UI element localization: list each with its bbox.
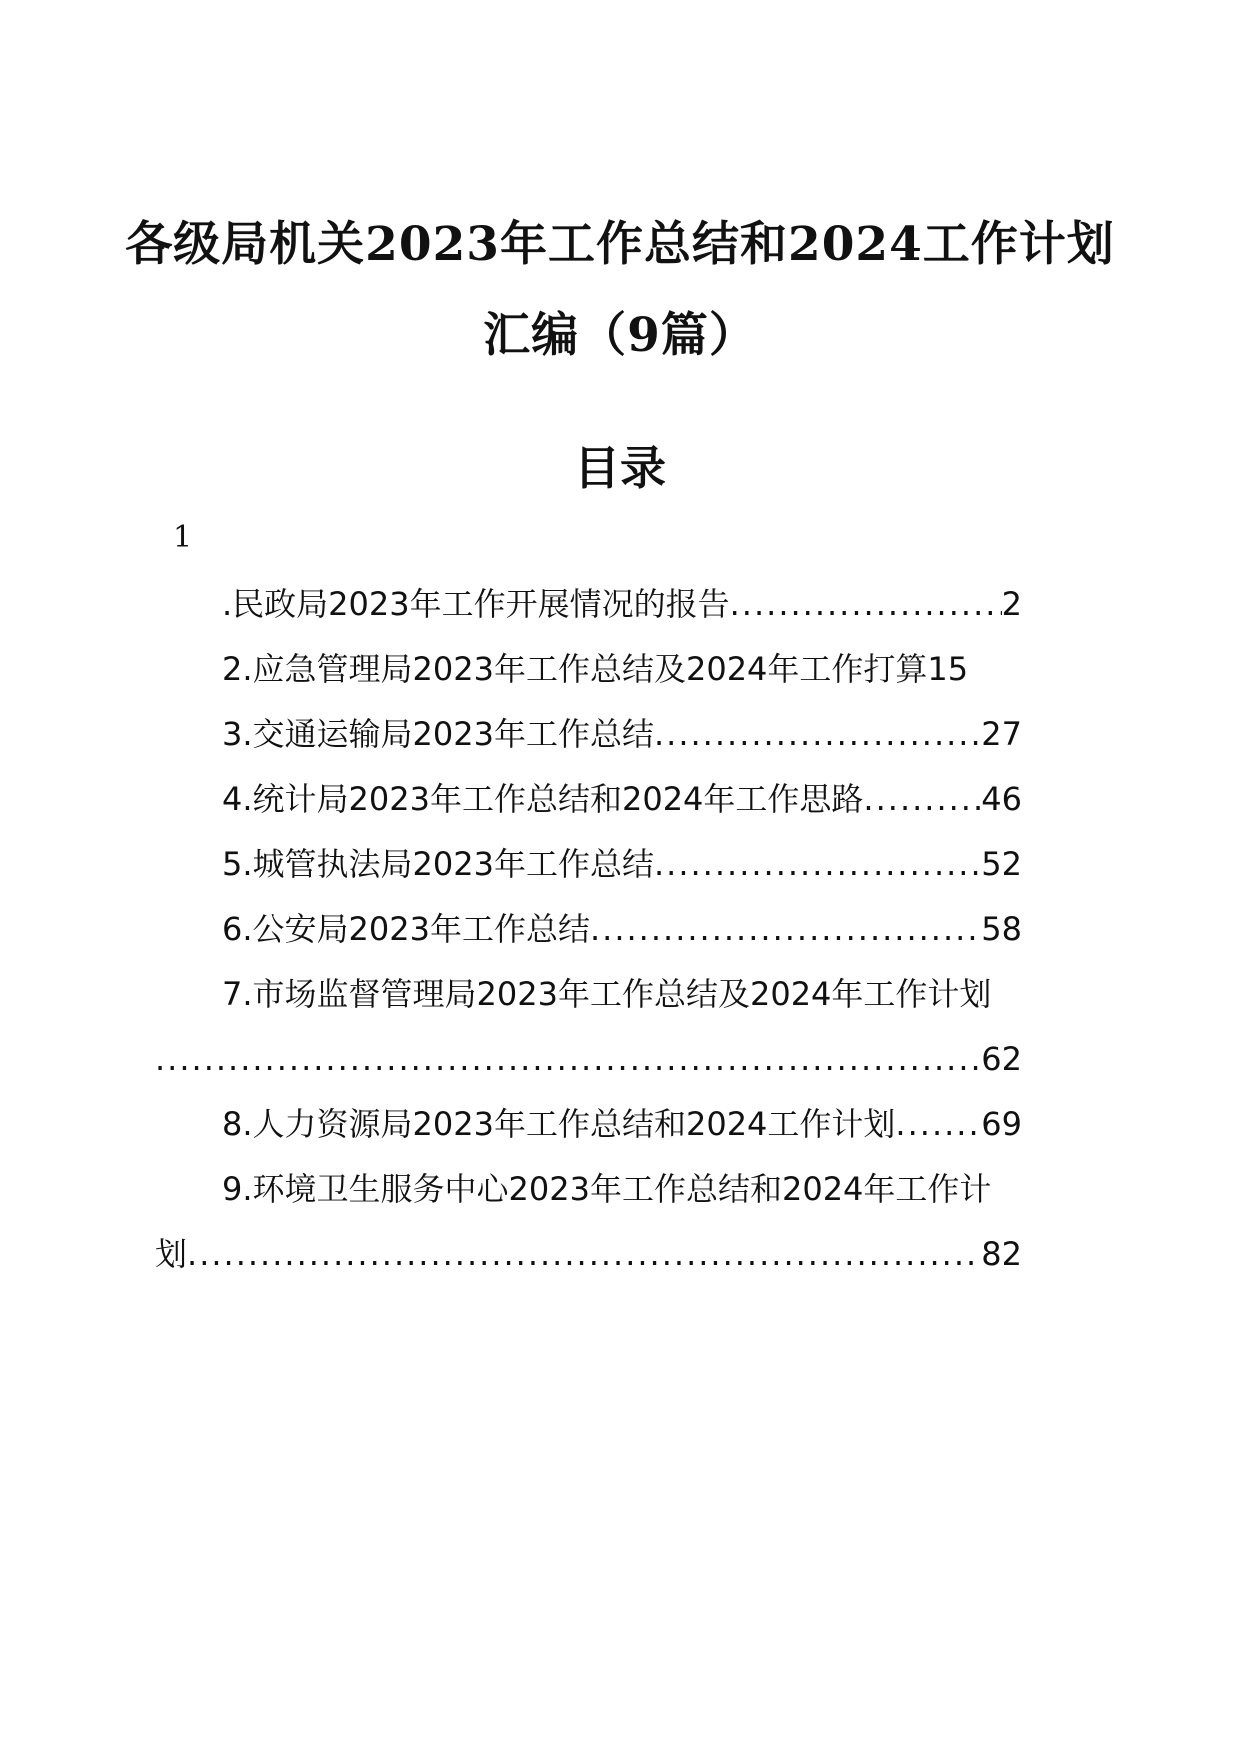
toc-entry[interactable] bbox=[222, 582, 1022, 626]
toc-leader-dots bbox=[155, 1037, 981, 1081]
toc-leader-dots bbox=[590, 907, 981, 951]
toc-entry[interactable] bbox=[222, 777, 1022, 821]
toc-entry-page: 82 bbox=[981, 1235, 1022, 1273]
toc-entry-title: 5.城管执法局2023年工作总结 bbox=[222, 845, 654, 883]
toc-entry-title: 6.公安局2023年工作总结 bbox=[222, 910, 590, 948]
toc-entry-title: 4.统计局2023年工作总结和2024年工作思路 bbox=[222, 780, 864, 818]
toc-entry-title: 2.应急管理局2023年工作总结及2024年工作打算15 bbox=[222, 650, 969, 688]
toc-heading: 目录 bbox=[574, 441, 666, 495]
toc-entry-title: 8.人力资源局2023年工作总结和2024工作计划 bbox=[222, 1105, 896, 1143]
toc-entry-page: 58 bbox=[981, 910, 1022, 948]
toc-leader-dots bbox=[654, 712, 981, 756]
toc-leader-dots bbox=[895, 1102, 981, 1146]
document-title-line-2: 汇编（9篇） bbox=[483, 308, 757, 363]
toc-entry-page: 27 bbox=[981, 715, 1022, 753]
toc-entry-title: 7.市场监督管理局2023年工作总结及2024年工作计划 bbox=[222, 975, 992, 1013]
toc-entry-page: 2 bbox=[1001, 585, 1022, 623]
toc-entry-page: 62 bbox=[981, 1040, 1022, 1078]
toc-entry[interactable] bbox=[222, 647, 968, 691]
toc-leader-dots bbox=[863, 777, 981, 821]
toc-leader-dots bbox=[730, 582, 1002, 626]
document-title-line-1: 各级局机关2023年工作总结和2024工作计划 bbox=[125, 217, 1115, 272]
toc-entry-continuation[interactable] bbox=[155, 1037, 1022, 1081]
toc-entry-page: 69 bbox=[981, 1105, 1022, 1143]
toc-leader-dots bbox=[654, 842, 981, 886]
toc-entry[interactable] bbox=[222, 907, 1022, 951]
toc-entry[interactable] bbox=[222, 712, 1022, 756]
toc-leader-dots bbox=[187, 1232, 981, 1276]
toc-entry-title: .民政局2023年工作开展情况的报告 bbox=[222, 585, 730, 623]
toc-entry[interactable] bbox=[222, 1167, 991, 1211]
toc-entry-page: 52 bbox=[981, 845, 1022, 883]
page-number-marker: 1 bbox=[173, 520, 193, 555]
toc-entry-title: 3.交通运输局2023年工作总结 bbox=[222, 715, 654, 753]
toc-entry-title-continued: 划 bbox=[155, 1235, 188, 1273]
toc-entry[interactable] bbox=[222, 842, 1022, 886]
toc-entry[interactable] bbox=[222, 972, 991, 1016]
toc-entry-continuation[interactable] bbox=[155, 1232, 1022, 1276]
toc-entry-page: 46 bbox=[981, 780, 1022, 818]
toc-entry[interactable] bbox=[222, 1102, 1022, 1146]
toc-entry-title: 9.环境卫生服务中心2023年工作总结和2024年工作计 bbox=[222, 1170, 992, 1208]
